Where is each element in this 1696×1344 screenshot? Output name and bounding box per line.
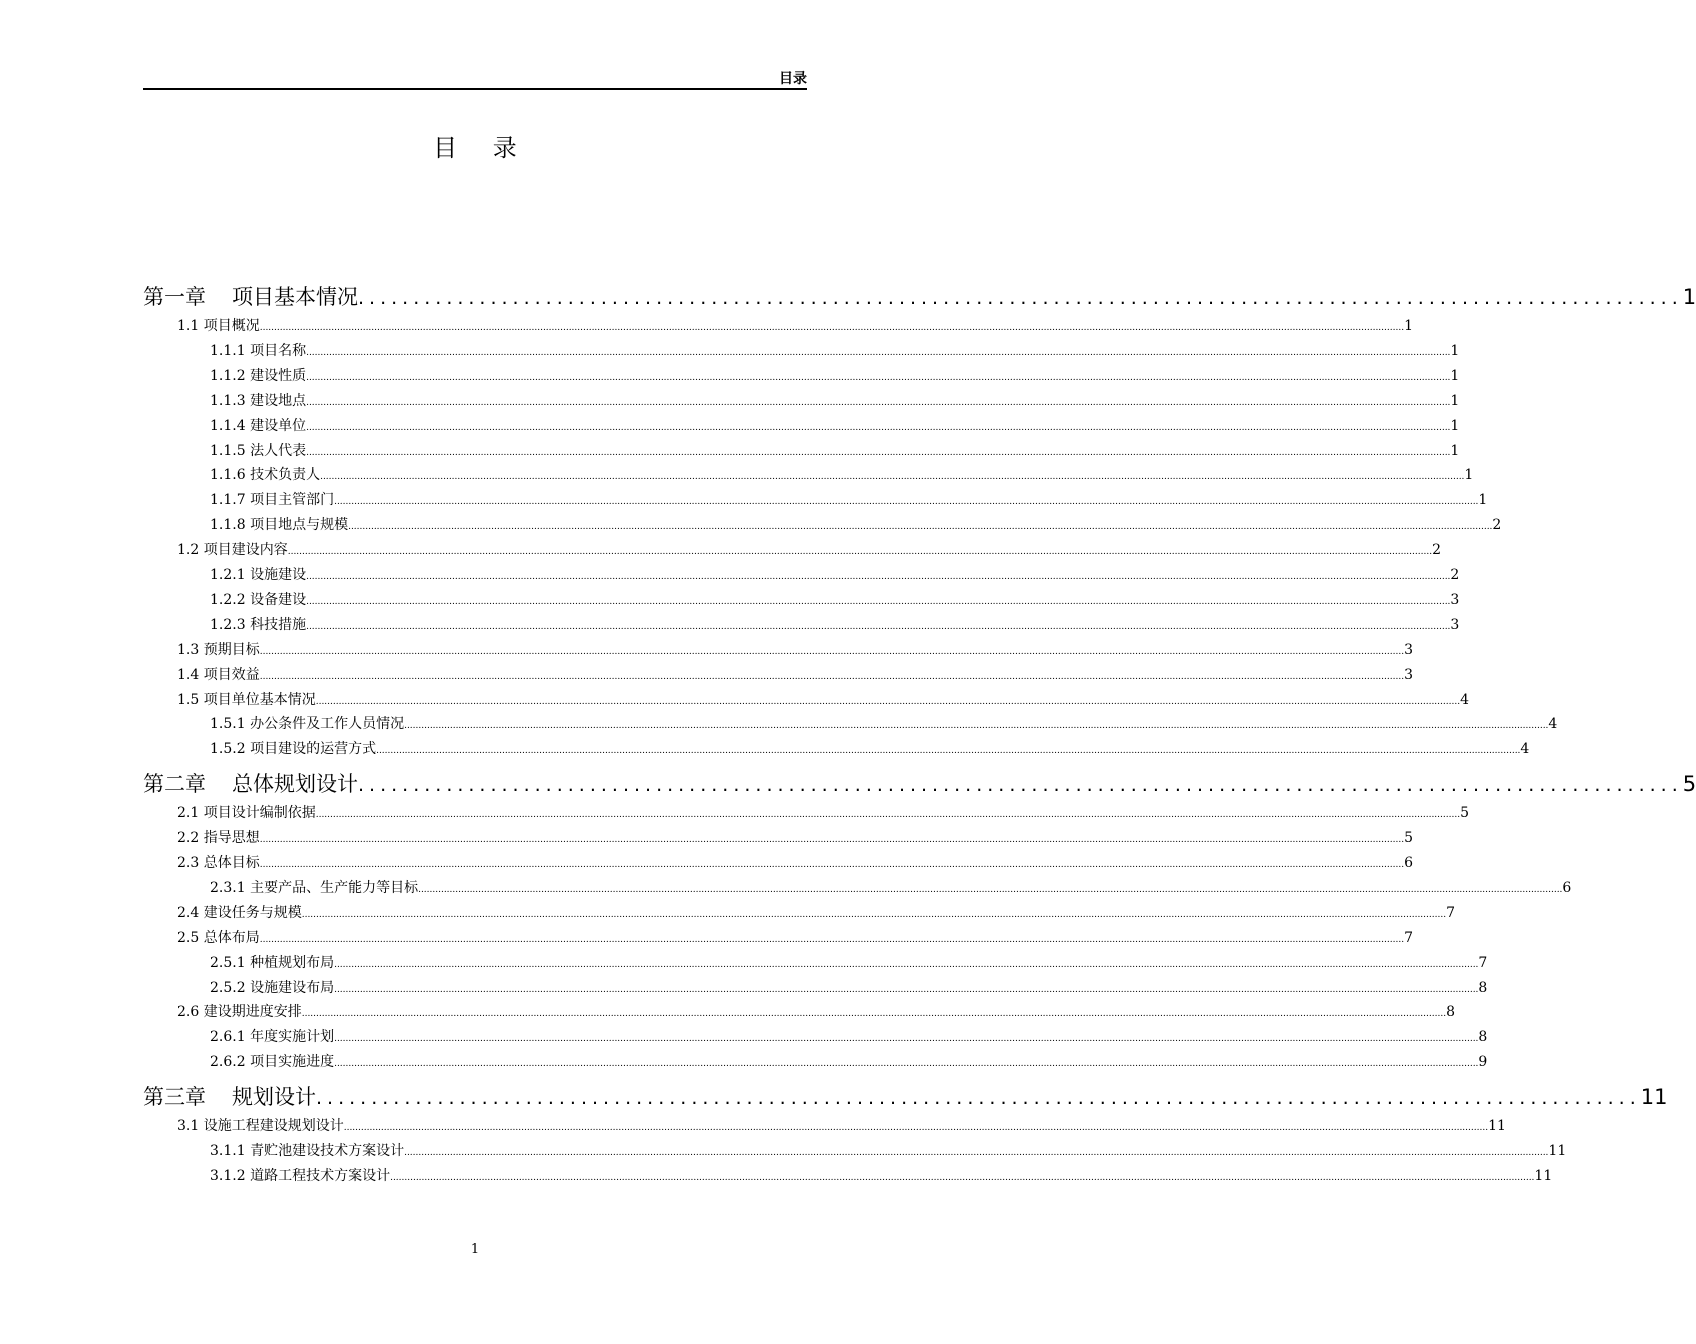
toc-entry[interactable] <box>210 365 1460 387</box>
toc-entry[interactable] <box>210 1051 1488 1073</box>
toc-leader-dots: ................................................................................................................................................................................................................................................................................................................................................................................................................ <box>348 522 1493 533</box>
toc-entry[interactable] <box>210 390 1460 412</box>
toc-leader-dots: ................................................................................................................................................................................................................................................................................................................................................................................................................ <box>306 596 1451 607</box>
toc-leader-dots: ................................................................................................................................................................................................................................................................................................................................................................................................................ <box>404 1148 1549 1158</box>
toc-page-number: 1 <box>1464 467 1474 484</box>
toc-leader-dots: ................................................................................................................................................................................................................................................................................................................................................................................................................ <box>390 1172 1535 1183</box>
toc-entry[interactable] <box>177 639 1413 661</box>
toc-leader-dots: ................................................................................................................................................................................................................................................................................................................................................................................................................ <box>418 884 1563 895</box>
toc-page-number: 7 <box>1446 904 1455 921</box>
toc-entry-label: 1.4 项目效益 <box>177 666 260 683</box>
toc-entry[interactable] <box>210 340 1460 362</box>
toc-page-number: 7 <box>1404 929 1413 946</box>
toc-page-number: 11 <box>1534 1167 1553 1184</box>
toc-entry[interactable] <box>177 539 1441 561</box>
toc-leader-dots: ................................................................................................................................................................................................................................................................................................................................................................................................................ <box>306 447 1451 458</box>
toc-page-number: 2 <box>1492 517 1502 534</box>
toc-page-number: 8 <box>1446 1004 1455 1021</box>
toc-entry[interactable] <box>177 902 1455 924</box>
toc-leader-dots: ................................................................................................................................................................................................................................................................................................................................................................................................................ <box>259 671 1405 682</box>
toc-leader-dots: ................................................................................................................................................................................................................................................................................................................................................................................................................ <box>306 372 1451 383</box>
page-title: 目 录 <box>433 134 531 162</box>
toc-entry-label: 2.5.2 设施建设布局 <box>210 979 335 996</box>
toc-entry[interactable] <box>210 952 1488 974</box>
toc-entry[interactable] <box>177 1115 1506 1137</box>
toc-entry[interactable] <box>210 1165 1553 1187</box>
toc-entry-label: 1.2 项目建设内容 <box>177 542 288 559</box>
toc-page-number: 9 <box>1478 1054 1488 1071</box>
toc-leader-dots: ................................................................................................................................................................................................................................................................................................................................................................................................................ <box>306 347 1451 358</box>
toc-entry-label: 1.2.1 设施建设 <box>210 567 307 583</box>
toc-entry[interactable] <box>210 415 1460 437</box>
toc-page-number: 1 <box>1404 318 1413 334</box>
toc-entry-label: 2.6 建设期进度安排 <box>177 1004 302 1021</box>
toc-page-number: 7 <box>1478 954 1488 971</box>
toc-entry[interactable] <box>177 1001 1455 1023</box>
toc-leader-dots: ................................................................................................................................................................................................................................................................................................................................................................................................................ <box>259 323 1405 333</box>
toc-entry[interactable] <box>177 827 1413 849</box>
page-number: 1 <box>470 1242 480 1257</box>
toc-leader-dots: ................................................................................................................................................................................................................................................................................................................................................................................................................ <box>334 1059 1479 1070</box>
toc-entry[interactable] <box>210 1026 1488 1048</box>
toc-page-number: 2 <box>1432 542 1441 559</box>
toc-entry-label: 1.1.6 技术负责人 <box>210 467 321 484</box>
toc-chapter[interactable] <box>143 1081 1668 1111</box>
toc-entry-label: 1.2.2 设备建设 <box>210 591 307 608</box>
page-header <box>143 68 807 90</box>
toc-chapter-number: 第三章 <box>143 1085 206 1110</box>
toc-page-number: 4 <box>1548 716 1558 733</box>
toc-entry-label: 2.3 总体目标 <box>177 855 260 871</box>
toc-page-number: 8 <box>1478 1029 1488 1046</box>
toc-chapter-label <box>143 1081 316 1111</box>
toc-entry-label: 1.1.5 法人代表 <box>210 442 307 459</box>
toc-entry[interactable] <box>210 1140 1567 1162</box>
toc-leader-dots: ................................................................................................................................................................................................................................................................................................................................................................................................................ <box>306 422 1451 433</box>
toc-chapter[interactable] <box>143 768 1696 798</box>
toc-leader-dots: ................................................................................................................................................................................................................................................................................................................................................................................................................ <box>315 696 1461 707</box>
toc-entry[interactable] <box>177 689 1469 711</box>
toc-page-number: 6 <box>1404 855 1413 871</box>
toc-leader-dots: ................................................................................................................................................................................................................................................................................................................................................................................................................ <box>320 472 1465 483</box>
toc-leader-dots: ................................................................................................................................................................................................................................................................................................................................................................................................................ <box>306 397 1451 408</box>
toc-leader-dots: ................................................................................................................................................................................................................................................................................................................................................................................................................ <box>301 909 1447 920</box>
toc-leader-dots: ................................................................................................................................................................................................................................................................................................................................................................................................................ <box>301 1009 1447 1020</box>
toc-page-number: 1 <box>1450 392 1460 409</box>
toc-leader-dots: ........................................................................................................................ <box>358 774 1683 797</box>
toc-page-number: 4 <box>1460 691 1469 708</box>
toc-entry[interactable] <box>177 315 1413 337</box>
toc-chapter[interactable] <box>143 281 1696 311</box>
toc-entry-label: 1.1.3 建设地点 <box>210 392 307 409</box>
toc-entry[interactable] <box>210 877 1572 899</box>
toc-entry[interactable] <box>210 564 1460 586</box>
toc-entry-label: 1.1 项目概况 <box>177 318 260 334</box>
toc-page-number: 4 <box>1520 741 1530 758</box>
toc-entry[interactable] <box>210 464 1474 486</box>
toc-entry[interactable] <box>177 664 1413 686</box>
toc-page-number: 11 <box>1640 1085 1668 1110</box>
toc-entry[interactable] <box>177 927 1413 949</box>
toc-leader-dots: ................................................................................................................................................................................................................................................................................................................................................................................................................ <box>259 835 1405 846</box>
toc-entry-label: 2.6.1 年度实施计划 <box>210 1029 335 1046</box>
toc-entry[interactable] <box>210 489 1488 511</box>
toc-leader-dots: ................................................................................................................................................................................................................................................................................................................................................................................................................ <box>287 547 1433 558</box>
toc-page-number: 11 <box>1548 1143 1567 1159</box>
toc-entry[interactable] <box>210 977 1488 999</box>
toc-chapter-title: 总体规划设计 <box>232 772 358 797</box>
toc-page-number: 1 <box>1682 285 1696 309</box>
toc-entry-label: 1.5.1 办公条件及工作人员情况 <box>210 716 405 733</box>
toc-page-number: 3 <box>1404 641 1413 658</box>
toc-entry-label: 1.1.4 建设单位 <box>210 417 307 434</box>
toc-chapter-number: 第一章 <box>143 285 206 309</box>
toc-entry[interactable] <box>210 614 1460 636</box>
toc-page-number: 1 <box>1450 342 1460 359</box>
toc-chapter-label <box>143 768 358 798</box>
toc-page-number: 1 <box>1478 492 1488 509</box>
toc-entry[interactable] <box>210 514 1502 536</box>
toc-entry-label: 2.5.1 种植规划布局 <box>210 954 335 971</box>
toc-chapter-label <box>143 281 358 311</box>
toc-leader-dots: ................................................................................................................................................................................................................................................................................................................................................................................................................ <box>343 1123 1489 1134</box>
toc-entry-label: 1.3 预期目标 <box>177 641 260 658</box>
toc-chapter-number: 第二章 <box>143 772 206 797</box>
toc-leader-dots: ................................................................................................................................................................................................................................................................................................................................................................................................................ <box>306 572 1451 582</box>
toc-entry-label: 1.1.8 项目地点与规模 <box>210 517 349 534</box>
toc-page-number: 1 <box>1450 442 1460 459</box>
toc-entry-label: 1.1.7 项目主管部门 <box>210 492 335 509</box>
toc-page-number: 5 <box>1460 805 1469 822</box>
toc-page-number: 6 <box>1562 879 1572 896</box>
toc-page-number: 5 <box>1682 772 1696 797</box>
toc-entry-label: 2.4 建设任务与规模 <box>177 904 302 921</box>
toc-entry-label: 1.2.3 科技措施 <box>210 616 307 633</box>
toc-entry-label: 1.1.1 项目名称 <box>210 342 307 359</box>
toc-entry-label: 3.1.2 道路工程技术方案设计 <box>210 1167 391 1184</box>
toc-page-number: 3 <box>1450 616 1460 633</box>
toc-entry-label: 2.5 总体布局 <box>177 929 260 946</box>
toc-entry-label: 2.1 项目设计编制依据 <box>177 805 316 822</box>
toc-leader-dots: ................................................................................................................................................................................................................................................................................................................................................................................................................ <box>315 810 1461 821</box>
toc-leader-dots: ................................................................................................................................................................................................................................................................................................................................................................................................................ <box>306 621 1451 632</box>
toc-page-number: 8 <box>1478 979 1488 996</box>
toc-page-number: 3 <box>1450 591 1460 608</box>
toc-leader-dots: ................................................................................................................................................................................................................................................................................................................................................................................................................ <box>259 934 1405 945</box>
toc-page-number: 2 <box>1450 567 1460 583</box>
toc-chapter-title: 规划设计 <box>232 1085 316 1110</box>
toc-page-number: 11 <box>1488 1118 1506 1135</box>
toc-page-number: 1 <box>1450 367 1460 384</box>
toc-entry-label: 3.1 设施工程建设规划设计 <box>177 1118 344 1135</box>
toc-leader-dots: ................................................................................................................................................................................................................................................................................................................................................................................................................ <box>259 646 1405 657</box>
toc-page-number: 5 <box>1404 830 1413 847</box>
toc-page-number: 1 <box>1450 417 1460 434</box>
toc-entry-label: 2.3.1 主要产品、生产能力等目标 <box>210 879 419 896</box>
toc-chapter-title: 项目基本情况 <box>232 285 358 309</box>
toc-entry-label: 2.6.2 项目实施进度 <box>210 1054 335 1071</box>
toc-entry-label: 3.1.1 青贮池建设技术方案设计 <box>210 1143 405 1159</box>
toc-page-number: 3 <box>1404 666 1413 683</box>
toc-entry[interactable] <box>210 440 1460 462</box>
toc-entry[interactable] <box>210 738 1530 760</box>
toc-entry-label: 1.1.2 建设性质 <box>210 367 307 384</box>
header-label: 目录 <box>779 71 807 87</box>
toc-leader-dots: ................................................................................................................................................................................................................................................................................................................................................................................................................ <box>334 984 1479 995</box>
toc-entry[interactable] <box>177 852 1413 874</box>
toc-leader-dots: ................................................................................................................................................................................................................................................................................................................................................................................................................ <box>376 746 1521 757</box>
toc-leader-dots: ................................................................................................................................................................................................................................................................................................................................................................................................................ <box>259 860 1405 870</box>
toc-leader-dots: ........................................................................................................................ <box>358 287 1683 309</box>
toc-leader-dots: ........................................................................................................................ <box>316 1087 1641 1110</box>
toc-leader-dots: ................................................................................................................................................................................................................................................................................................................................................................................................................ <box>404 721 1549 732</box>
toc-entry-label: 2.2 指导思想 <box>177 830 260 847</box>
toc-leader-dots: ................................................................................................................................................................................................................................................................................................................................................................................................................ <box>334 1034 1479 1045</box>
toc-entry[interactable] <box>210 713 1558 735</box>
toc-leader-dots: ................................................................................................................................................................................................................................................................................................................................................................................................................ <box>334 497 1479 508</box>
toc-entry[interactable] <box>177 802 1469 824</box>
toc-leader-dots: ................................................................................................................................................................................................................................................................................................................................................................................................................ <box>334 959 1479 970</box>
toc-entry[interactable] <box>210 589 1460 611</box>
toc-entry-label: 1.5 项目单位基本情况 <box>177 691 316 708</box>
toc-entry-label: 1.5.2 项目建设的运营方式 <box>210 741 377 758</box>
